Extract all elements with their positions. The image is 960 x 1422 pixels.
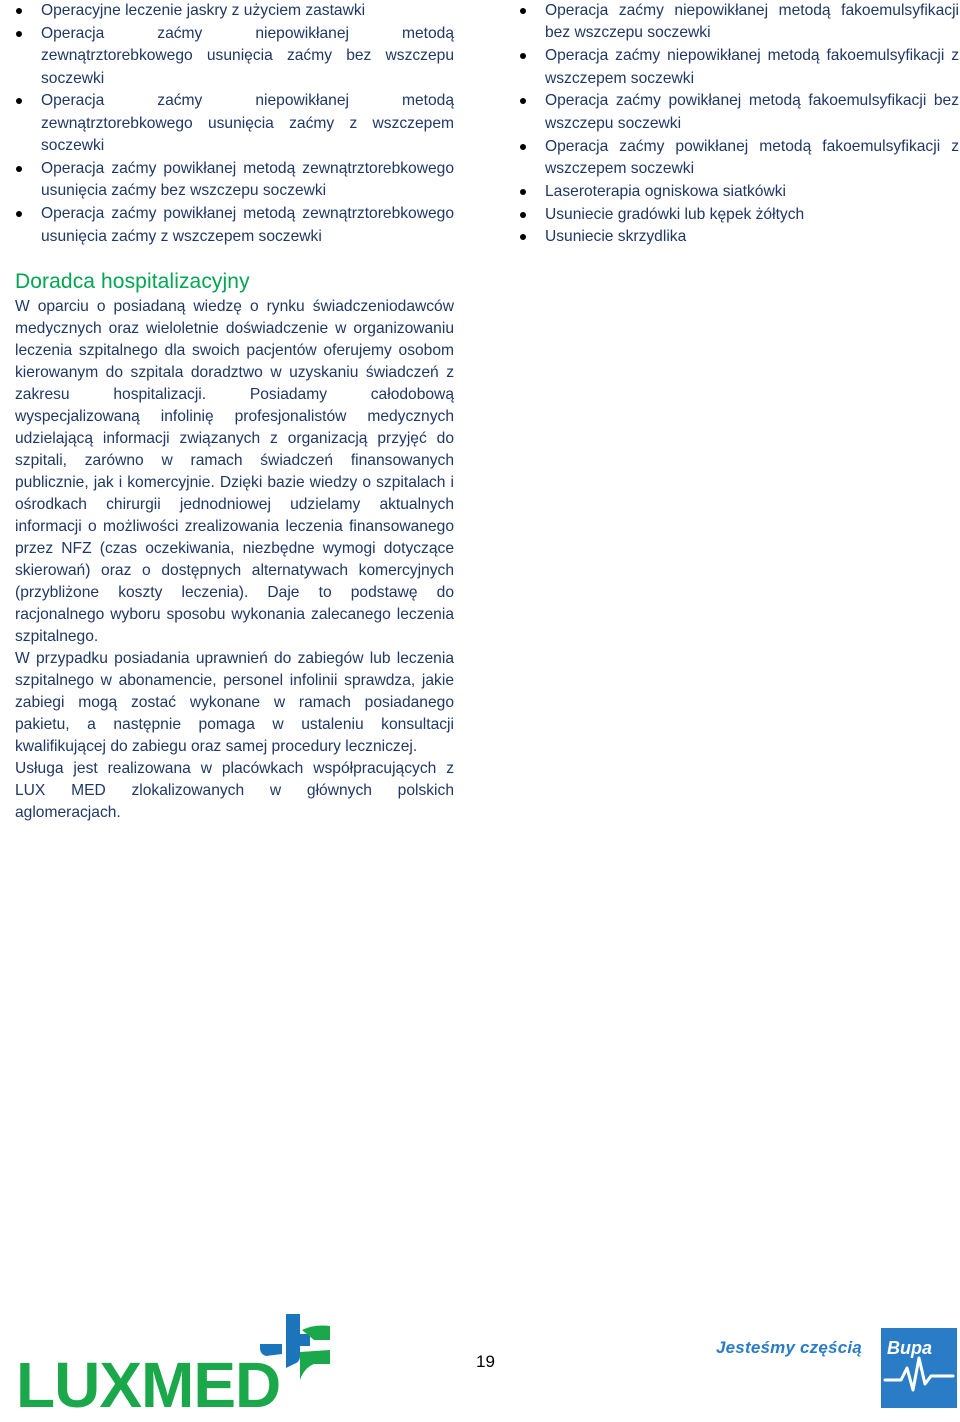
list-item: Operacja zaćmy powikłanej metodą zewnątrztorebkowego usunięcia zaćmy z wszczepem soczewki bbox=[15, 203, 454, 248]
list-item: Operacja zaćmy niepowikłanej metodą fakoemulsyfikacji z wszczepem soczewki bbox=[519, 45, 959, 90]
paragraph-intro: W oparciu o posiadaną wiedzę o rynku świadczeniodawców medycznych oraz wieloletnie doświadczenie w organizowaniu leczenia szpitalnego dla swoich pacjentów oferujemy osobom kierowanym do szpitala doradztwo w uzyskaniu świadczeń z zakresu hospitalizacji. Posiadamy całodobową wyspecjalizowaną infolinię profesjonalistów medycznych udzielającą informacji związanych z organizacją przyjęć do szpitali, zarówno w ramach świadczeń finansowanych publicznie, jak i komercyjnie. Dzięki bazie wiedzy o szpitalach i ośrodkach chirurgii jednodniowej udzielamy aktualnych informacji o możliwości zrealizowania leczenia finansowanego przez NFZ (czas oczekiwania, niezbędne wymogi dotyczące skierowań) oraz o dostępnych alternatywach komercyjnych (przybliżone koszty leczenia). Daje to podstawę do racjonalnego wyboru sposobu wykonania zalecanego leczenia szpitalnego. bbox=[15, 298, 454, 646]
list-item: Operacja zaćmy powikłanej metodą fakoemulsyfikacji bez wszczepu soczewki bbox=[519, 90, 959, 135]
page-footer bbox=[0, 1300, 960, 1422]
list-item: Operacja zaćmy niepowikłanej metodą zewnątrztorebkowego usunięcia zaćmy z wszczepem soczewki bbox=[15, 90, 454, 157]
left-column bbox=[15, 0, 454, 824]
list-item: Laseroterapia ogniskowa siatkówki bbox=[519, 181, 959, 203]
procedure-list-right bbox=[519, 0, 959, 249]
list-item: Operacja zaćmy powikłanej metodą zewnątrztorebkowego usunięcia zaćmy bez wszczepu soczewki bbox=[15, 158, 454, 203]
list-item: Operacja zaćmy niepowikłanej metodą fakoemulsyfikacji bez wszczepu soczewki bbox=[519, 0, 959, 45]
luxmed-wordmark: LUXMED bbox=[16, 1349, 281, 1410]
paragraph-entitlements: W przypadku posiadania uprawnień do zabiegów lub leczenia szpitalnego w abonamencie, personel infolinii sprawdza, jakie zabiegi mogą zostać wykonane w ramach posiadanego pakietu, a następnie pomaga w ustaleniu konsultacji kwalifikującej do zabiegu oraz samej procedury leczniczej. bbox=[15, 650, 454, 756]
list-item: Usuniecie gradówki lub kępek żółtych bbox=[519, 204, 959, 226]
list-item: Operacyjne leczenie jaskry z użyciem zastawki bbox=[15, 0, 454, 22]
list-item: Operacja zaćmy niepowikłanej metodą zewnątrztorebkowego usunięcia zaćmy bez wszczepu soczewki bbox=[15, 23, 454, 90]
bupa-partner-badge bbox=[716, 1328, 960, 1414]
page-number: 19 bbox=[476, 1352, 495, 1371]
procedure-list-left bbox=[15, 0, 454, 248]
right-column bbox=[519, 0, 959, 249]
section-title: Doradca hospitalizacyjny bbox=[15, 270, 250, 294]
list-item: Operacja zaćmy powikłanej metodą fakoemulsyfikacji z wszczepem soczewki bbox=[519, 136, 959, 181]
bupa-wordmark: Bupa bbox=[887, 1338, 932, 1358]
luxmed-logo bbox=[14, 1310, 334, 1410]
list-item: Usuniecie skrzydlika bbox=[519, 226, 959, 248]
partner-tagline: Jesteśmy częścią bbox=[716, 1338, 862, 1357]
paragraph-locations: Usługa jest realizowana w placówkach współpracujących z LUX MED zlokalizowanych w głównych polskich aglomeracjach. bbox=[15, 760, 454, 822]
bupa-logo bbox=[881, 1328, 957, 1408]
